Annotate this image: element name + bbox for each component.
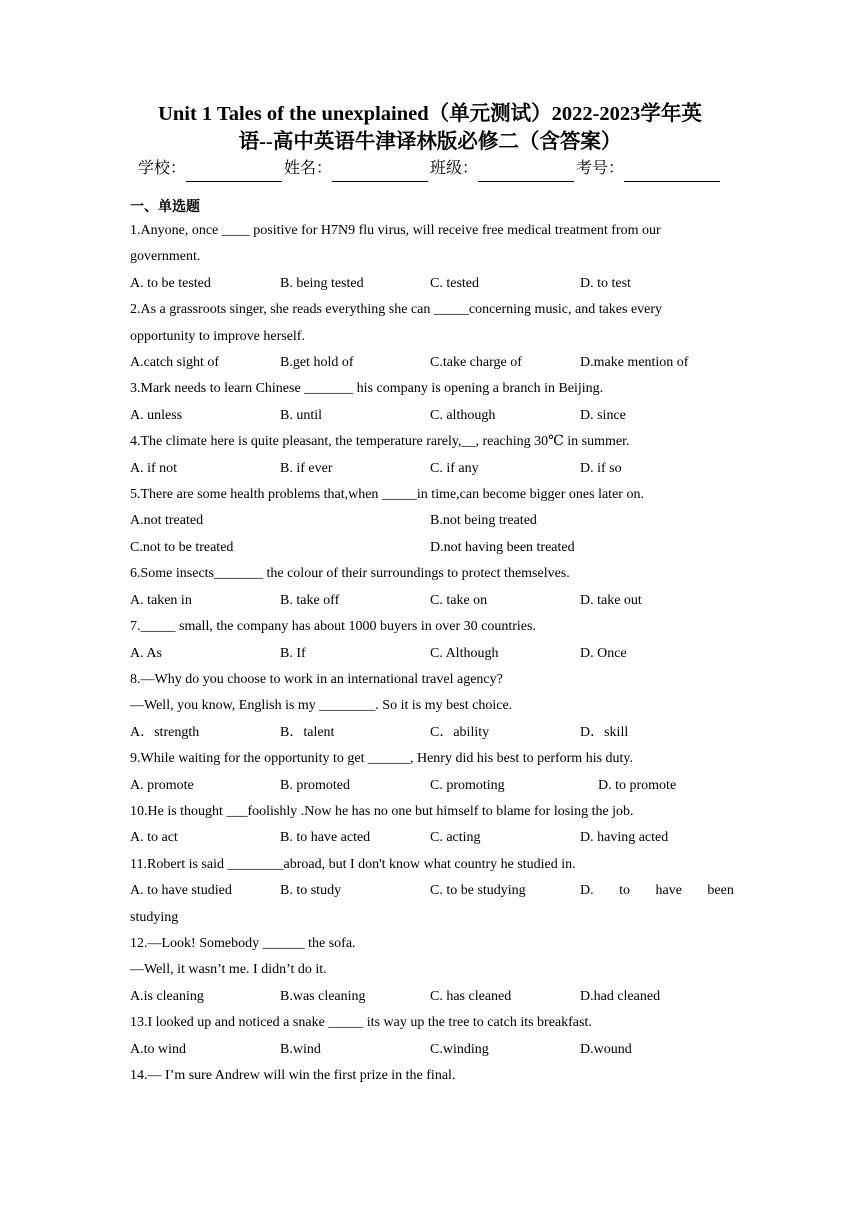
question-5-line-1: 5.There are some health problems that,when _____in time,can become bigger ones later on. [130, 487, 644, 503]
option-a[interactable]: A.is cleaning [130, 988, 204, 1004]
class-label: 班级： [430, 160, 479, 177]
name-blank[interactable] [332, 165, 428, 182]
option-c[interactable]: C. to be studying [430, 883, 526, 899]
question-12-options [130, 984, 730, 1010]
question-10-line-1: 10.He is thought ___foolishly .Now he has no one but himself to blame for losing the job. [130, 803, 634, 819]
question-9-line-1: 9.While waiting for the opportunity to get ______, Henry did his best to perform his duty. [130, 751, 634, 767]
question-7-options [130, 641, 730, 667]
option-d[interactable]: D. to have been [580, 883, 734, 899]
option-a[interactable]: A．strength [130, 724, 200, 740]
question-2-line-1: 2.As a grassroots singer, she reads everything she can _____concerning music, and takes every [130, 302, 663, 318]
document-title-line-2: 语--高中英语牛津译林版必修二（含答案） [238, 131, 622, 153]
option-d[interactable]: D.wound [580, 1041, 632, 1057]
question-12-line-2: —Well, it wasn’t me. I didn’t do it. [130, 962, 327, 978]
question-13-line-1: 13.I looked up and noticed a snake _____ its way up the tree to catch its breakfast. [130, 1015, 592, 1031]
option-b[interactable]: B. promoted [280, 777, 350, 793]
option-b[interactable]: B.wind [280, 1041, 321, 1057]
question-8-line-2: —Well, you know, English is my ________. So it is my best choice. [130, 698, 513, 714]
option-c[interactable]: C．ability [430, 724, 490, 740]
option-a[interactable]: A. As [130, 645, 162, 661]
option-d[interactable]: D. to promote [598, 777, 677, 793]
school-label: 学校： [137, 160, 186, 177]
class-blank[interactable] [478, 165, 574, 182]
question-10-options [130, 825, 730, 851]
question-11-line-1: 11.Robert is said ________abroad, but I don't know what country he studied in. [130, 856, 576, 872]
question-2-options [130, 350, 730, 376]
question-8-line-1: 8.—Why do you choose to work in an international travel agency? [130, 671, 503, 687]
name-field[interactable] [284, 156, 430, 182]
option-b[interactable]: B. take off [280, 592, 340, 608]
question-1-line-2: government. [130, 249, 201, 265]
option-c[interactable]: C. tested [430, 275, 479, 291]
question-9-options [130, 773, 730, 799]
question-5-options-row-1 [130, 508, 730, 534]
question-1-options [130, 271, 730, 297]
question-14-line-1: 14.— I’m sure Andrew will win the first prize in the final. [130, 1068, 456, 1083]
option-b[interactable]: B. If [280, 645, 306, 661]
document-title-line-1: Unit 1 Tales of the unexplained（单元测试）2022-2023学年英 [158, 103, 702, 125]
option-a[interactable]: A. to be tested [130, 275, 211, 291]
option-c[interactable]: C. although [430, 407, 496, 423]
school-field[interactable] [138, 156, 284, 182]
option-a[interactable]: A. unless [130, 407, 183, 423]
option-a[interactable]: A. to act [130, 830, 178, 846]
section-title: 一、单选题 [130, 200, 200, 215]
option-b[interactable]: B.get hold of [280, 355, 354, 371]
option-d[interactable]: D.make mention of [580, 355, 689, 371]
question-1-line-1: 1.Anyone, once ____ positive for H7N9 flu virus, will receive free medical treatment from our [130, 223, 661, 238]
option-b[interactable]: B．talent [280, 724, 335, 740]
option-a[interactable]: A.not treated [130, 513, 204, 529]
option-b[interactable]: B.not being treated [430, 513, 537, 529]
question-3-line-1: 3.Mark needs to learn Chinese _______ his company is opening a branch in Beijing. [130, 381, 604, 397]
option-c[interactable]: C. has cleaned [430, 988, 512, 1004]
option-d[interactable]: D. to test [580, 275, 631, 291]
option-d[interactable]: D. if so [580, 460, 622, 476]
exam-number-blank[interactable] [624, 165, 720, 182]
question-2-line-2: opportunity to improve herself. [130, 328, 305, 344]
school-blank[interactable] [186, 165, 282, 182]
option-c[interactable]: C. take on [430, 592, 488, 608]
question-7-line-1: 7._____ small, the company has about 1000 buyers in over 30 countries. [130, 619, 536, 635]
option-b[interactable]: B. to have acted [280, 830, 371, 846]
option-b[interactable]: B. if ever [280, 460, 333, 476]
option-b[interactable]: B. to study [280, 883, 342, 899]
question-13-options [130, 1037, 730, 1063]
question-8-options [130, 720, 730, 746]
question-12-line-1: 12.—Look! Somebody ______ the sofa. [130, 935, 356, 951]
option-c[interactable]: C. if any [430, 460, 479, 476]
option-b[interactable]: B. being tested [280, 275, 364, 291]
option-c[interactable]: C. Although [430, 645, 499, 661]
question-5-options-row-2 [130, 535, 730, 561]
question-6-line-1: 6.Some insects_______ the colour of their surroundings to protect themselves. [130, 566, 570, 582]
option-c[interactable]: C. acting [430, 830, 481, 846]
option-d[interactable]: D.had cleaned [580, 988, 661, 1004]
question-4-line-1: 4.The climate here is quite pleasant, the temperature rarely,__, reaching 30℃ in summer. [130, 434, 630, 450]
question-11-option-d-continued: studying [130, 909, 179, 925]
option-d[interactable]: D.not having been treated [430, 539, 575, 555]
option-c[interactable]: C.not to be treated [130, 539, 234, 555]
option-b[interactable]: B. until [280, 407, 323, 423]
option-a[interactable]: A. to have studied [130, 883, 232, 899]
option-b[interactable]: B.was cleaning [280, 988, 366, 1004]
option-a[interactable]: A. if not [130, 460, 178, 476]
student-info-row [130, 156, 730, 182]
option-a[interactable]: A.catch sight of [130, 355, 220, 371]
option-a[interactable]: A. promote [130, 777, 194, 793]
option-d[interactable]: D. having acted [580, 830, 669, 846]
class-field[interactable] [430, 156, 576, 182]
option-a[interactable]: A.to wind [130, 1041, 186, 1057]
option-c[interactable]: C.take charge of [430, 355, 522, 371]
option-d[interactable]: D．skill [580, 724, 629, 740]
question-3-options [130, 403, 730, 429]
option-a[interactable]: A. taken in [130, 592, 192, 608]
exam-number-field[interactable] [576, 156, 722, 182]
option-c[interactable]: C. promoting [430, 777, 505, 793]
option-d[interactable]: D. take out [580, 592, 642, 608]
name-label: 姓名： [283, 160, 332, 177]
question-4-options [130, 456, 730, 482]
option-c[interactable]: C.winding [430, 1041, 489, 1057]
question-11-options [130, 878, 734, 904]
exam-number-label: 考号： [576, 160, 625, 177]
option-d[interactable]: D. Once [580, 645, 627, 661]
option-d[interactable]: D. since [580, 407, 626, 423]
question-6-options [130, 588, 730, 614]
